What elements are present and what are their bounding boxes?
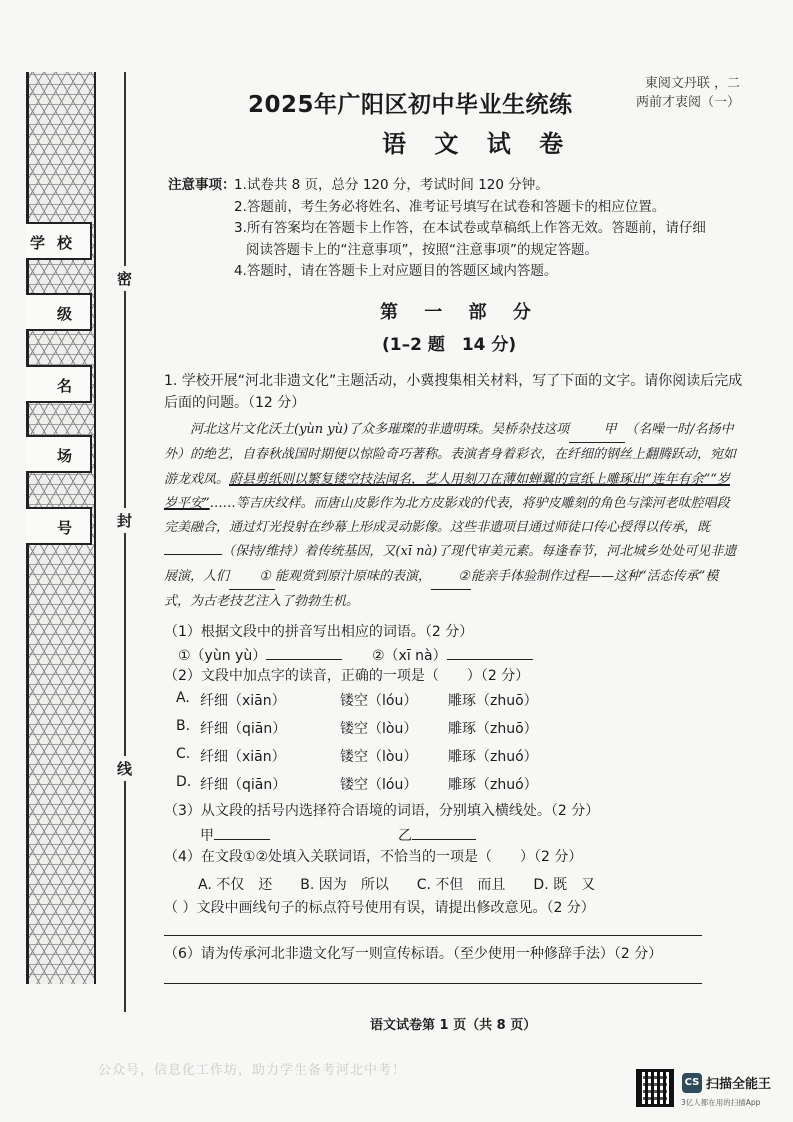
answer-line[interactable] (164, 983, 702, 984)
underlined-sentence: 蔚县剪纸则以繁复镂空技法闻名，艺人用刻刀在薄如蝉翼的宣纸上雕琢出“连年有余”“岁岁平安” (164, 471, 730, 511)
field-number: 号 (26, 507, 92, 545)
notice-label: 注意事项： (168, 177, 236, 193)
option-d[interactable]: D. (176, 774, 192, 790)
sub-question-3: （3）从文段的括号内选择符合语境的词语，分别填入横线处。（2 分） (164, 803, 600, 819)
option-c[interactable]: C. (176, 746, 191, 762)
sub-question-2: （2）文段中加点字的读音，正确的一项是（ ）（2 分） (164, 668, 530, 684)
part-range: (1–2 题 14 分) (382, 335, 517, 355)
notice-item: 3.所有答案均在答题卡上作答，在本试卷或草稿纸上作答无效。答题前，请仔细 (234, 220, 706, 236)
corner-stamp: 東阅文丹联 ，二 两前才衷阅（一） (635, 76, 740, 110)
page-number: 语文试卷第 1 页（共 8 页） (370, 1018, 537, 1033)
blank-1[interactable]: ① (229, 565, 275, 590)
sub-question-1: （1）根据文段中的拼音写出相应的词语。（2 分） (164, 624, 474, 640)
sub-question-6: （6）请为传承河北非遗文化写一则宣传标语。（至少使用一种修辞手法）（2 分） (164, 946, 663, 962)
blank-jia[interactable]: 甲 (569, 418, 625, 443)
answer-blank[interactable] (412, 839, 476, 840)
seal-line (124, 72, 126, 1012)
sub4-options: A. 不仅 还 B. 因为 所以 C. 不但 而且 D. 既 又 (198, 877, 596, 893)
blank-2[interactable]: ② (431, 565, 471, 590)
answer-blank[interactable] (214, 839, 270, 840)
seal-char-xian: 线 (117, 756, 132, 781)
camscanner-logo-icon: CS (682, 1073, 702, 1093)
sub1-answer-a: ①（yùn yù） (178, 645, 342, 665)
reading-passage: 河北这片文化沃土(yùn yù)了众多璀璨的非遗明珠。吴桥杂技这项 甲 （名噪一时/名扬中外）的绝艺，自春秋战国时期便以惊险奇巧著称。表演者身着彩衣，在纤细的钢丝上翻腾跃动，宛如游龙戏凤。蔚县剪纸则以繁复镂空技法闻名，艺人用刻刀在薄如蝉翼的宣纸上雕琢出“连年有余”“岁岁平安”……等吉庆纹样。而唐山皮影作为北方皮影戏的代表，将驴皮雕刻的角色与滦河老呔腔唱段完美融合，通过灯光投射在纱幕上形成灵动影像。这些非遗项目通过师徒口传心授得以传承，既（保持/维持）着传统基因，又(xī nà)了现代审美元素。每逢春节，河北城乡处处可见非遗展演，人们 ① 能观赏到原汁原味的表演， ②能亲手体验制作过程——这种“活态传承”模式，为古老技艺注入了勃勃生机。 (164, 418, 740, 614)
divider (164, 935, 702, 936)
exam-subject: 语 文 试 卷 (382, 130, 574, 158)
notice-item: 4.答题时，请在答题卡上对应题目的答题区域内答题。 (234, 263, 558, 279)
option-a-text: 纤细（xiān） 镂空（lóu） 雕琢（zhuō） (200, 693, 538, 709)
sub1-answer-b: ②（xī nà） (372, 645, 533, 665)
scanner-name: 扫描全能王 (706, 1077, 772, 1092)
field-class: 级 (26, 293, 92, 331)
notice-section (168, 175, 748, 283)
notice-item: 2.答题前，考生务必将姓名、准考证号填写在试卷和答题卡的相应位置。 (234, 198, 666, 215)
seal-char-mi: 密 (117, 266, 132, 291)
option-c-text: 纤细（xiān） 镂空（lòu） 雕琢（zhuó） (200, 749, 538, 765)
option-b-text: 纤细（qiān） 镂空（lòu） 雕琢（zhuō） (200, 721, 538, 737)
field-exam-room: 场 (26, 435, 92, 473)
notice-item: 阅读答题卡上的“注意事项”，按照“注意事项”的规定答题。 (246, 241, 598, 258)
exam-title: 2025年广阳区初中毕业生统练 (248, 92, 573, 118)
sub3-answer-yi: 乙 (398, 825, 476, 845)
answer-blank[interactable] (447, 659, 533, 660)
field-school: 学 校 (26, 222, 92, 260)
sub-question-5: （ ）文段中画线句子的标点符号使用有误，请提出修改意见。（2 分） (164, 900, 595, 916)
notice-item: 1.试卷共 8 页，总分 120 分，考试时间 120 分钟。 (234, 177, 549, 193)
question-stem: 1. 学校开展“河北非遗文化”主题活动，小冀搜集相关材料，写了下面的文字。请你阅读后完成后面的问题。（12 分） (164, 373, 743, 411)
field-name: 名 (26, 365, 92, 403)
option-d-text: 纤细（qiān） 镂空（lóu） 雕琢（zhuó） (200, 777, 538, 793)
seal-char-feng: 封 (117, 508, 132, 533)
scanner-tagline: 3亿人都在用的扫描App (681, 1098, 761, 1107)
option-a[interactable]: A. (176, 690, 190, 706)
sub-question-4: （4）在文段①②处填入关联词语，不恰当的一项是（ ）（2 分） (164, 849, 583, 865)
blank-yi[interactable] (164, 554, 222, 555)
answer-blank[interactable] (266, 659, 342, 660)
watermark: 公众号，信息化工作坊，助力学生备考河北中考！ (98, 1063, 407, 1078)
sub3-answer-jia: 甲 (200, 825, 270, 845)
qr-code-icon (636, 1069, 674, 1107)
part-title: 第 一 部 分 (380, 302, 541, 323)
option-b[interactable]: B. (176, 718, 191, 734)
